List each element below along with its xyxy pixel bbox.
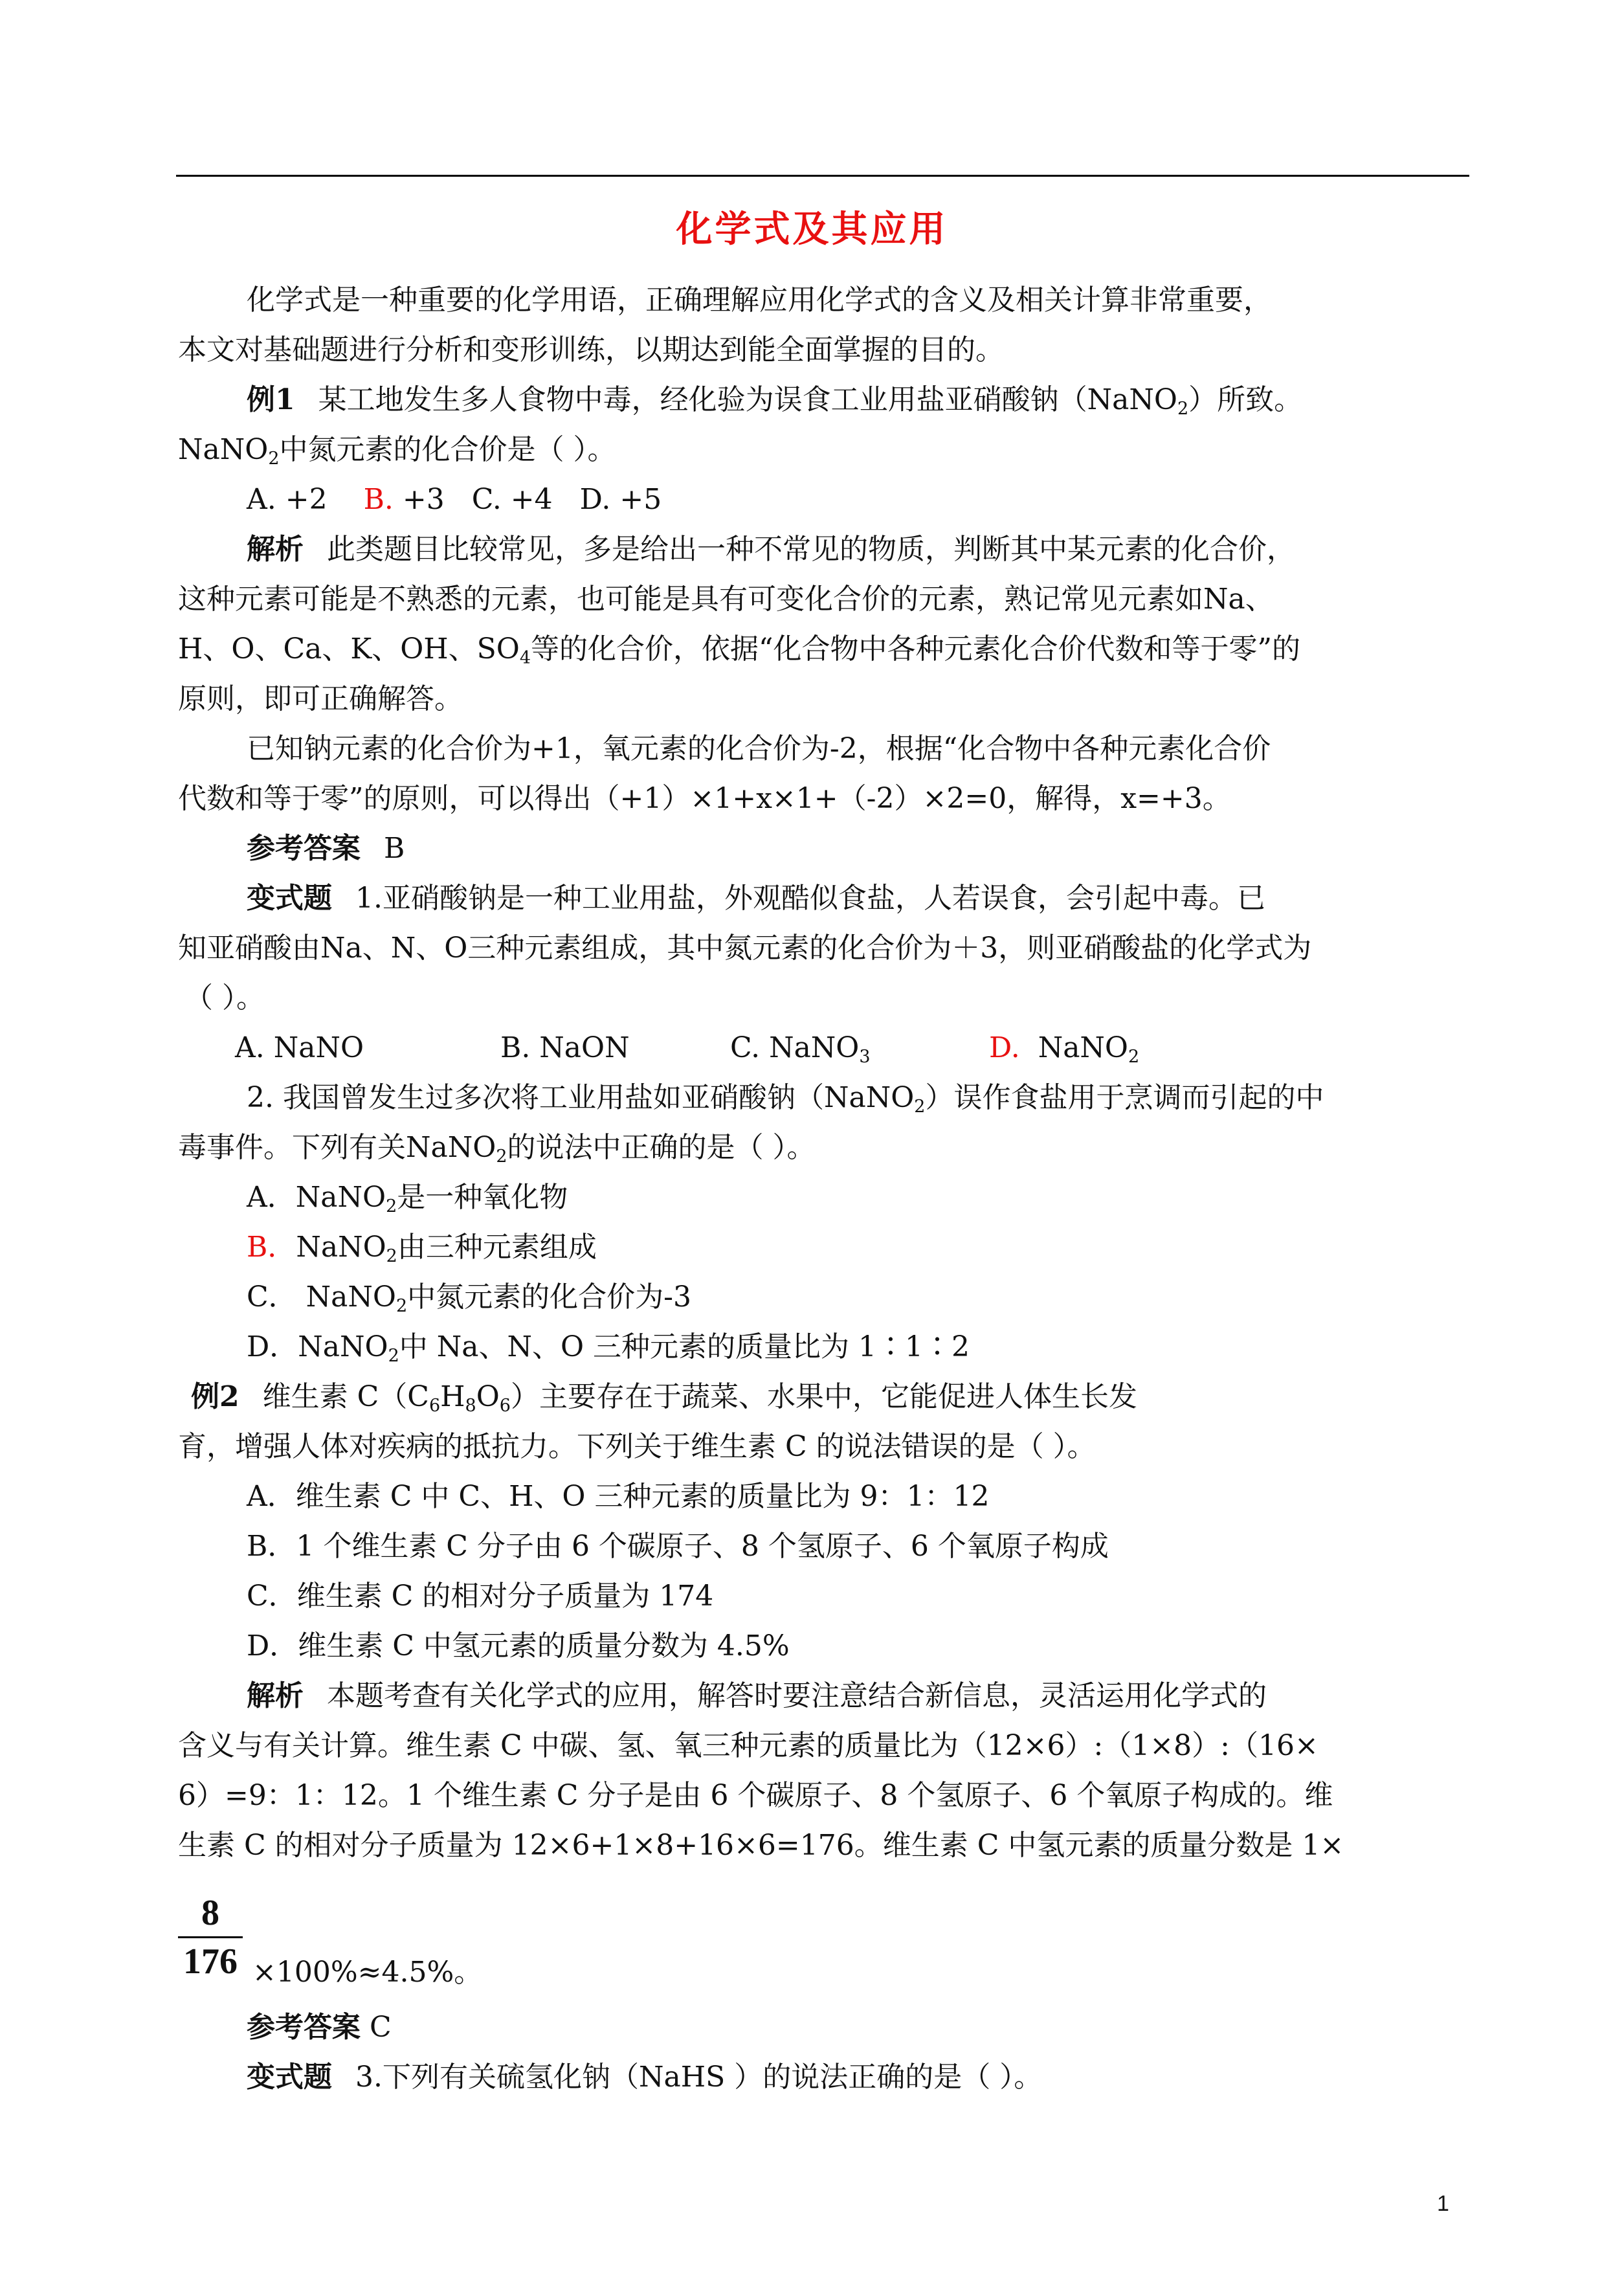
option-text: C． NaNO: [247, 1281, 396, 1314]
option-text: NaNO: [296, 1231, 386, 1264]
question-text: 2. 我国曾发生过多次将工业用盐如亚硝酸钠（NaNO: [247, 1081, 915, 1114]
variant-2-stem-1: [178, 1073, 1466, 1123]
example-2-analysis-4: 生素 C 的相对分子质量为 12×6+1×8+16×6=176。维生素 C 中氢元素的质量分数是 1×: [178, 1829, 1344, 1862]
option-c: C. +4: [471, 483, 553, 516]
subscript: 3: [859, 1047, 871, 1067]
fraction-bar: [178, 1936, 243, 1938]
formula: NaNO: [178, 433, 269, 466]
fraction-denominator: 176: [183, 1941, 238, 1982]
answer-label: 参考答案: [247, 832, 361, 865]
option-b: B. NaON: [500, 1031, 630, 1064]
analysis-text: 本题考查有关化学式的应用，解答时要注意结合新信息，灵活运用化学式的: [327, 1679, 1267, 1712]
example-2-option-c: C．维生素 C 的相对分子质量为 174: [247, 1580, 714, 1613]
example-1-stem-tail: ）所致。: [1188, 383, 1303, 416]
example-1-label: 例1: [247, 383, 295, 416]
variant-label: 变式题: [247, 2061, 332, 2094]
subscript: 8: [465, 1396, 476, 1416]
analysis-text: 此类题目比较常见，多是给出一种不常见的物质，判断其中某元素的化合价，: [327, 533, 1295, 566]
option-b-letter: B.: [363, 483, 394, 516]
option-c: [730, 1023, 989, 1073]
subscript: 2: [914, 1097, 926, 1117]
example-1-analysis-3: [178, 624, 1466, 674]
question-text: 中氮元素的化合价是（ ）。: [279, 433, 616, 466]
subscript: 2: [1128, 1047, 1140, 1067]
option-text: A．NaNO: [247, 1181, 386, 1214]
subscript: 2: [1177, 399, 1189, 419]
example-1-stem-text: 某工地发生多人食物中毒，经化验为误食工业用盐亚硝酸钠（NaNO: [318, 383, 1177, 416]
variant-1-options: [178, 1023, 1466, 1073]
question-text: 的说法中正确的是（ ）。: [507, 1131, 816, 1164]
fraction-tail: ×100%≈4.5%。: [252, 1956, 483, 1989]
subscript: 2: [388, 1346, 399, 1366]
example-2-option-b: B．1 个维生素 C 分子由 6 个碳原子、8 个氢原子、6 个氧原子构成: [247, 1530, 1109, 1563]
subscript: 6: [428, 1396, 441, 1416]
analysis-text: 等的化合价，依据“化合物中各种元素化合价代数和等于零”的: [531, 632, 1301, 666]
intro-line-1: 化学式是一种重要的化学用语，正确理解应用化学式的含义及相关计算非常重要，: [247, 284, 1272, 317]
option-text: 中 Na、N、O 三种元素的质量比为 1∶1∶2: [399, 1330, 970, 1363]
variant-2-option-a: [178, 1172, 1466, 1222]
page-number: 1: [1437, 2191, 1449, 2216]
example-2-stem-2: 育，增强人体对疾病的抵抗力。下列关于维生素 C 的说法错误的是（ ）。: [178, 1430, 1096, 1463]
example-1-analysis-2: 这种元素可能是不熟悉的元素，也可能是具有可变化合价的元素，熟记常见元素如Na、: [178, 583, 1274, 616]
option-c-text: C. NaNO: [730, 1031, 860, 1064]
variant-label: 变式题: [247, 882, 332, 915]
variant-2-option-b: [178, 1222, 1466, 1272]
variant-2-option-d: [178, 1322, 1466, 1372]
fraction-numerator: 8: [201, 1893, 219, 1933]
question-text: 3.下列有关硫氢化钠（NaHS ）的说法正确的是（ ）。: [355, 2061, 1043, 2094]
fraction-expression: [178, 1873, 1466, 2002]
question-text: ）主要存在于蔬菜、水果中，它能促进人体生长发: [510, 1380, 1137, 1413]
answer-value: B: [384, 832, 405, 865]
variant-3-stem: [178, 2052, 1466, 2102]
option-text: D．NaNO: [247, 1330, 388, 1363]
variant-2-option-c: [178, 1272, 1466, 1322]
option-b: +3: [402, 483, 445, 516]
variant-2-stem-2: [178, 1123, 1466, 1172]
subscript: 2: [496, 1146, 507, 1167]
subscript: 2: [386, 1196, 397, 1216]
example-1-stem-line-2: [178, 425, 1466, 475]
question-text: ）误作食盐用于烹调而引起的中: [925, 1081, 1324, 1114]
analysis-label: 解析: [247, 533, 304, 566]
answer-label: 参考答案: [247, 2011, 361, 2044]
analysis-text: H、O、Ca、K、OH、SO: [178, 632, 520, 666]
analysis-label: 解析: [247, 1679, 304, 1712]
option-text: 由三种元素组成: [397, 1231, 597, 1264]
variant-1-stem-2: 知亚硝酸由Na、N、O三种元素组成，其中氮元素的化合价为＋3，则亚硝酸盐的化学式为: [178, 932, 1312, 965]
subscript: 6: [499, 1396, 511, 1416]
example-2-answer: [178, 2002, 1466, 2052]
fraction: [178, 1892, 243, 1982]
option-d-text: NaNO: [1038, 1031, 1128, 1064]
example-1-answer: [178, 823, 1466, 873]
example-1-stem: [178, 375, 1466, 425]
subscript: 2: [395, 1296, 408, 1316]
example-2-analysis-1: [178, 1671, 1466, 1721]
example-1-analysis-4: 原则，即可正确解答。: [178, 682, 463, 715]
option-a-text: A. NaNO: [235, 1031, 364, 1064]
example-1-calc-1: 已知钠元素的化合价为+1，氧元素的化合价为-2，根据“化合物中各种元素化合价: [247, 732, 1271, 765]
page-title: 化学式及其应用: [676, 208, 948, 251]
variant-1-stem-1: [178, 873, 1466, 923]
header-rule: [176, 175, 1469, 177]
example-2-analysis-3: 6）=9：1：12。1 个维生素 C 分子是由 6 个碳原子、8 个氢原子、6 个氧原子构成的。维: [178, 1779, 1333, 1812]
intro-line-2: 本文对基础题进行分析和变形训练，以期达到能全面掌握的目的。: [178, 333, 1004, 366]
example-1-analysis-1: [178, 524, 1466, 574]
option-d: D. +5: [579, 483, 662, 516]
example-1-options: [178, 475, 1466, 524]
subscript: 4: [519, 648, 531, 668]
variant-1-stem-3: （ ）。: [184, 981, 265, 1014]
question-text: 维生素 C（C: [262, 1380, 429, 1413]
option-d-letter: D.: [989, 1031, 1020, 1064]
subscript: 2: [386, 1246, 397, 1266]
option-text: 中氮元素的化合价为-3: [407, 1281, 692, 1314]
example-2-stem-1: 例2 维生素 $C(C_6H_8O_6)$主要存在于蔬菜、水果中，它能促进人体生长发: [191, 1380, 1137, 1416]
example-2-option-d: D．维生素 C 中氢元素的质量分数为 4.5%: [247, 1629, 790, 1662]
option-d: [989, 1023, 1139, 1073]
example-2-analysis-2: 含义与有关计算。维生素 C 中碳、氢、氧三种元素的质量比为（12×6）:（1×8）:（16×: [178, 1729, 1318, 1762]
subscript: 2: [268, 449, 280, 469]
option-a: [235, 1023, 500, 1073]
example-1-calc-2: 代数和等于零”的原则，可以得出（+1）×1+x×1+（-2）×2=0，解得，x=+3。: [178, 782, 1231, 815]
example-2-option-a: A．维生素 C 中 C、H、O 三种元素的质量比为 9：1：12: [247, 1480, 990, 1513]
option-a: A. +2: [247, 483, 328, 516]
option-b-letter: B．: [247, 1231, 296, 1264]
example-2-label: 例2: [191, 1380, 239, 1413]
document-body: [178, 275, 1466, 2102]
question-text: 毒事件。下列有关NaNO: [178, 1131, 496, 1164]
answer-value: C: [370, 2011, 392, 2044]
option-text: 是一种氧化物: [397, 1181, 568, 1214]
question-text: 1.亚硝酸钠是一种工业用盐，外观酷似食盐，人若误食，会引起中毒。已: [355, 882, 1265, 915]
